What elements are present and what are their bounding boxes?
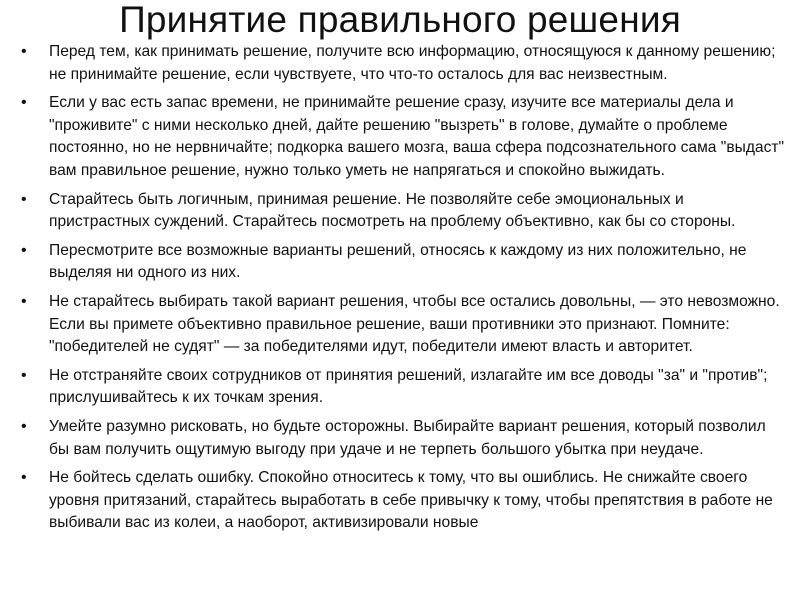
bullet-icon: • <box>21 292 27 310</box>
list-item <box>18 41 788 86</box>
bullet-icon: • <box>21 43 27 60</box>
list-item <box>18 467 788 535</box>
list-item <box>18 365 788 410</box>
list-item-text: Не бойтесь сделать ошибку. Спокойно относитесь к тому, что вы ошиблись. Не снижайте своего уровня притязаний, старайтесь выработать в себе привычку к тому, чтобы препятствия в работе не выбивали вас из колеи, а наоборот, активизировали новые <box>49 469 773 532</box>
list-item-text: Пересмотрите все возможные варианты решений, относясь к каждому из них положительно, не выделяя ни одного из них. <box>49 241 747 282</box>
list-item-text: Не отстраняйте своих сотрудников от принятия решений, излагайте им все доводы "за" и "против"; прислушивайтесь к их точкам зрения. <box>49 366 768 407</box>
bullet-list <box>18 41 788 541</box>
list-item-text: Умейте разумно рисковать, но будьте осторожны. Выбирайте вариант решения, который позволил бы вам получить ощутимую выгоду при удаче и не терпеть большого убытка при неудаче. <box>49 417 766 458</box>
slide-title: Принятие правильного решения <box>119 0 681 40</box>
list-item <box>18 92 788 182</box>
bullet-icon: • <box>21 241 27 259</box>
bullet-icon: • <box>21 366 27 384</box>
list-item-text: Старайтесь быть логичным, принимая решение. Не позволяйте себе эмоциональных и пристрастных суждений. Старайтесь посмотреть на проблему объективно, как бы со стороны. <box>49 190 736 231</box>
bullet-icon: • <box>21 190 27 208</box>
list-item-text: Если у вас есть запас времени, не принимайте решение сразу, изучите все материалы дела и "проживите" с ними несколько дней, дайте решению "вызреть" в голове, думайте о проблеме постоянно, но не нервничайте; подкорка вашего мозга, ваша сфера подсознательного сама "выдаст" вам правильное решение, нужно только уметь не напрягаться и спокойно выжидать. <box>49 94 785 179</box>
bullet-icon: • <box>21 469 27 487</box>
list-item <box>18 291 788 359</box>
list-item <box>18 240 788 285</box>
list-item-text: Не старайтесь выбирать такой вариант решения, чтобы все остались довольны, — это невозможно. Если вы примете объективно правильное решение, ваши противники это признают. Помните: "победителей не судят" — за победителями идут, победители имеют власть и авторитет. <box>49 292 780 356</box>
list-item-text: Перед тем, как принимать решение, получите всю информацию, относящуюся к данному решению; не принимайте решение, если чувствуете, что что-то осталось для вас неизвестным. <box>49 43 776 83</box>
list-item <box>18 416 788 461</box>
bullet-icon: • <box>21 417 27 435</box>
bullet-icon: • <box>21 94 27 112</box>
list-item <box>18 189 788 234</box>
